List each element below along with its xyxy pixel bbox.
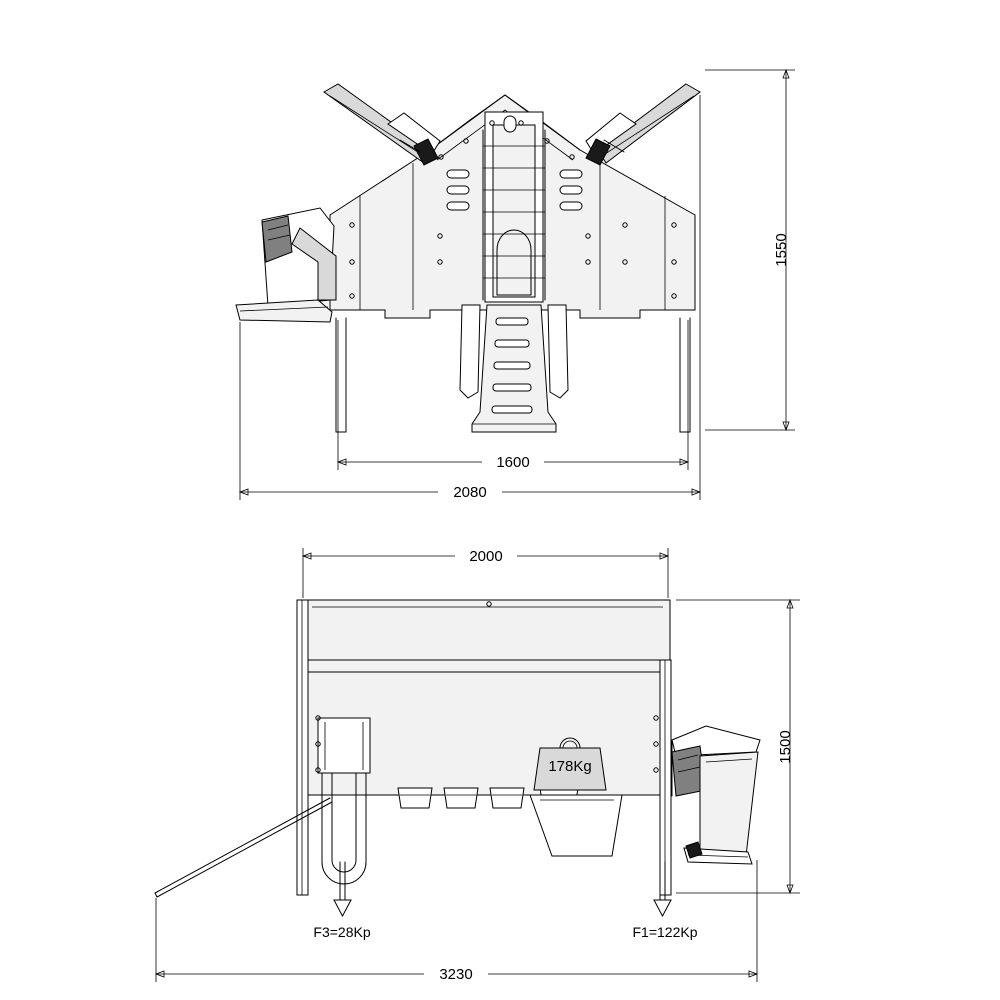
louvre-slots-left [447, 170, 469, 210]
weight-tag-label: 178Kg [548, 758, 592, 775]
dimension-label-1500: 1500 [777, 730, 794, 764]
side-right-bucket-assembly [672, 726, 760, 864]
right-boom-assembly [586, 84, 700, 165]
side-left-post [297, 600, 308, 895]
leg-left [336, 318, 346, 432]
dimension-2000 [303, 546, 668, 598]
dimension-label-2080: 2080 [453, 484, 487, 501]
hopper-flap-left [460, 305, 480, 398]
side-u-loop-mount [318, 718, 370, 773]
dimension-label-2000: 2000 [469, 548, 503, 565]
hopper-flap-right [548, 305, 568, 398]
louvre-slots-right [560, 170, 582, 210]
front-elevation-view [236, 70, 795, 501]
left-boom-assembly [324, 84, 440, 165]
chute-top-slot [504, 116, 516, 132]
side-right-post [660, 660, 671, 895]
load-label-f1: F1=122Kp [632, 924, 698, 940]
side-center-chute [530, 795, 622, 856]
dimension-label-1550: 1550 [773, 233, 790, 267]
dimension-1550 [705, 70, 795, 430]
left-bucket-assembly [236, 208, 336, 322]
dimension-label-1600: 1600 [496, 454, 530, 471]
side-handle-end [155, 893, 157, 897]
center-chute-inner [493, 125, 535, 297]
load-arrow-f1 [633, 862, 698, 940]
leg-right [680, 318, 690, 432]
load-label-f3: F3=28Kp [313, 924, 371, 940]
dimension-label-3230: 3230 [439, 966, 473, 983]
side-elevation-view [155, 546, 800, 983]
